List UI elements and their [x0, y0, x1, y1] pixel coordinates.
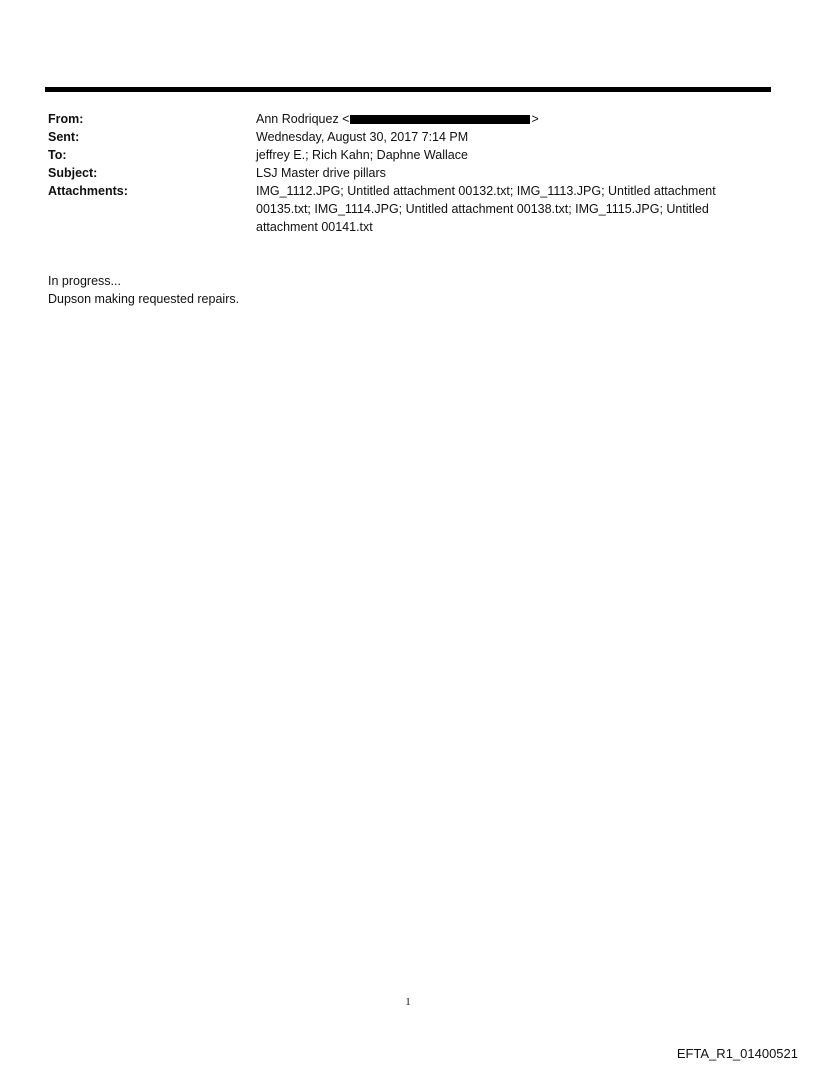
redacted-email — [350, 115, 530, 124]
page-number: 1 — [405, 996, 411, 1008]
sent-value: Wednesday, August 30, 2017 7:14 PM — [256, 130, 469, 144]
subject-label: Subject: — [48, 166, 98, 180]
subject-value: LSJ Master drive pillars — [256, 166, 386, 180]
body-line-1: In progress... — [48, 274, 121, 288]
from-name: Ann Rodriquez < — [256, 112, 350, 126]
attachments-value[interactable]: IMG_1112.JPG; Untitled attachment 00132.txt; IMG_1113.JPG; Untitled attachment 00135.txt; IMG_1114.JPG; Untitled attachment 00138.txt; IMG_1115.JPG; Untitled attachment 00141.txt — [256, 184, 716, 234]
from-value — [256, 110, 748, 128]
body-line-2: Dupson making requested repairs. — [48, 292, 240, 306]
from-label: From: — [48, 112, 84, 126]
from-row — [48, 110, 748, 128]
bates-number: EFTA_R1_01400521 — [676, 1046, 798, 1061]
sent-row — [48, 128, 748, 146]
subject-row — [48, 164, 748, 182]
email-body — [48, 272, 239, 308]
email-header — [48, 110, 748, 236]
header-rule — [45, 87, 771, 92]
sent-label: Sent: — [48, 130, 80, 144]
to-label: To: — [48, 148, 67, 162]
to-row — [48, 146, 748, 164]
from-email-close: > — [531, 112, 539, 126]
attachments-row — [48, 182, 748, 236]
to-value: jeffrey E.; Rich Kahn; Daphne Wallace — [256, 148, 468, 162]
attachments-label: Attachments: — [48, 184, 128, 198]
